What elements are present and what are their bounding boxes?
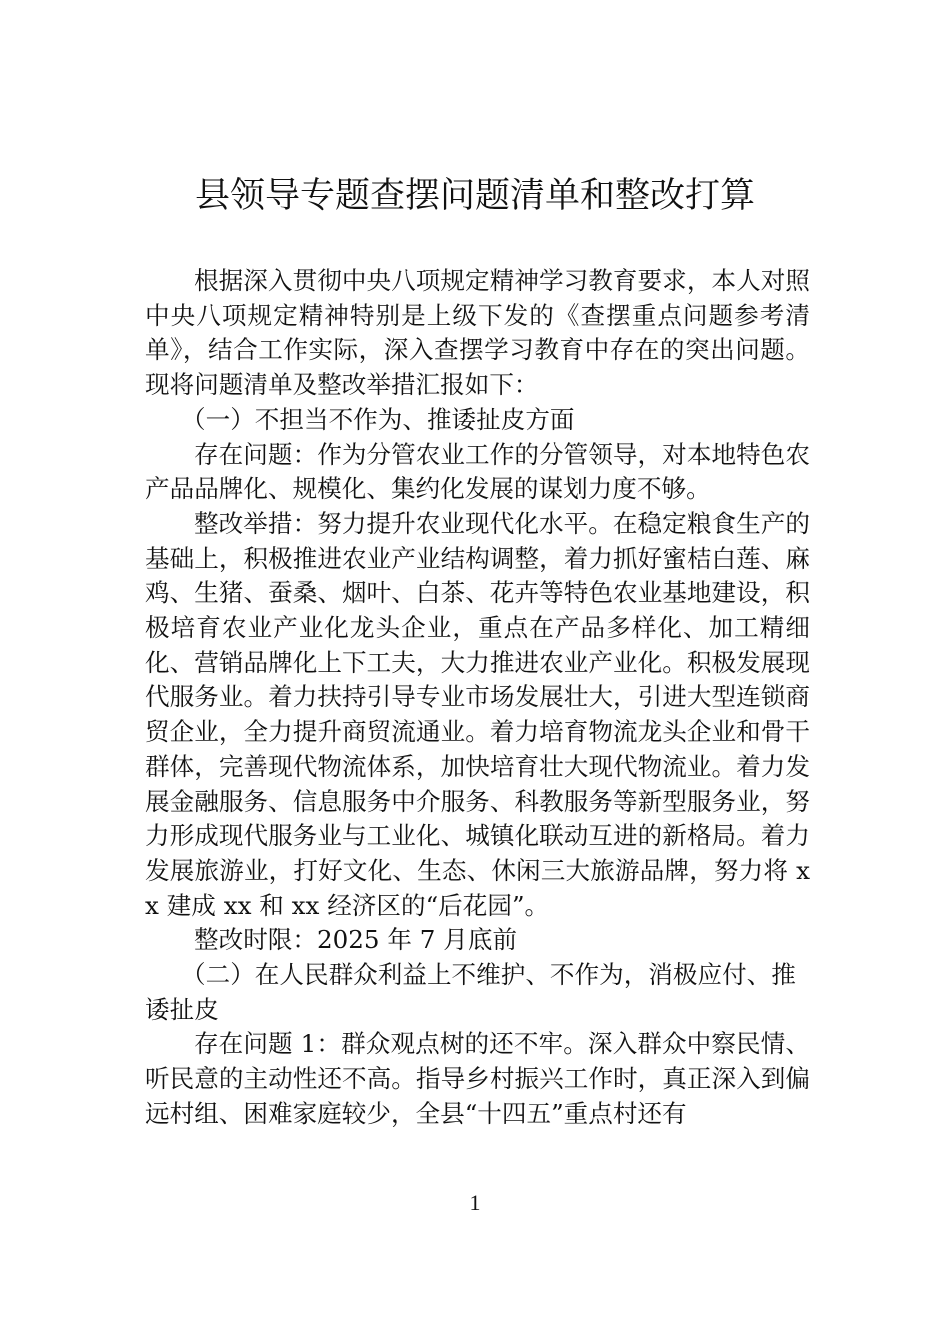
section-2-heading: （二）在人民群众利益上不维护、不作为，消极应付、推诿扯皮 [145,960,796,1024]
section-1-heading: （一）不担当不作为、推诿扯皮方面 [181,404,575,434]
document-title: 县领导专题查摆问题清单和整改打算 [194,176,755,216]
section-2-problem-1: 存在问题 1：群众观点树的还不牢。深入群众中察民情、听民意的主动性还不高。指导乡村振兴工作时，真正深入到偏远村组、困难家庭较少，全县“十四五”重点村还有 [145,1029,810,1128]
intro-paragraph: 根据深入贯彻中央八项规定精神学习教育要求，本人对照中央八项规定精神特别是上级下发的《查摆重点问题参考清单》，结合工作实际，深入查摆学习教育中存在的突出问题。现将问题清单及整改举措汇报如下： [145,266,810,400]
document-body [145,264,810,1132]
section-1-deadline: 整改时限：2025 年 7 月底前 [194,925,518,955]
section-1-problem: 存在问题：作为分管农业工作的分管领导，对本地特色农产品品牌化、规模化、集约化发展的谋划力度不够。 [145,439,810,504]
page-number: 1 [469,1190,481,1215]
section-1-measures: 整改举措：努力提升农业现代化水平。在稳定粮食生产的基础上，积极推进农业产业结构调整，着力抓好蜜桔白莲、麻鸡、生猪、蚕桑、烟叶、白茶、花卉等特色农业基地建设，积极培育农业产业化龙头企业，重点在产品多样化、加工精细化、营销品牌化上下工夫，大力推进农业产业化。积极发展现代服务业。着力扶持引导专业市场发展壮大，引进大型连锁商贸企业，全力提升商贸流通业。着力培育物流龙头企业和骨干群体，完善现代物流体系，加快培育壮大现代物流业。着力发展金融服务、信息服务中介服务、科教服务等新型服务业，努力形成现代服务业与工业化、城镇化联动互进的新格局。着力发展旅游业，打好文化、生态、休闲三大旅游品牌，努力将 xx 建成 xx 和 xx 经济区的“后花园”。 [145,508,810,920]
